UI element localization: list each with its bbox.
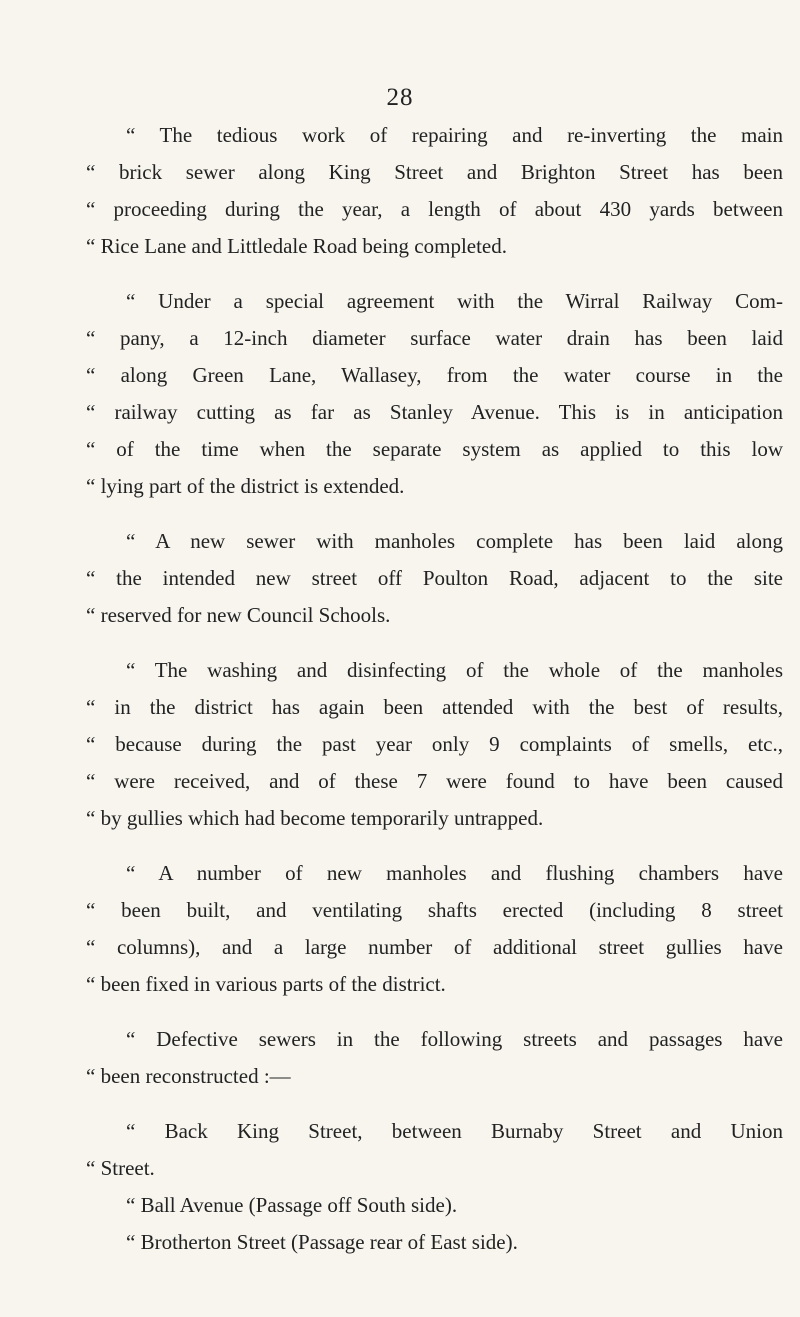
text-line: “ Rice Lane and Littledale Road being completed. [86,234,508,258]
text-line: “ Under a special agreement with the Wirral Railway Com- [126,289,783,313]
text-line: “ Street. [86,1156,155,1180]
text-line: “ because during the past year only 9 complaints of smells, etc., [86,732,783,756]
text-line: “ in the district has again been attended with the best of results, [86,695,783,719]
text-line: “ been built, and ventilating shafts erected (including 8 street [86,898,783,922]
text-line: “ brick sewer along King Street and Brighton Street has been [86,160,783,184]
paragraph [86,855,783,1003]
paragraph [86,1021,783,1095]
paragraph [86,1224,783,1261]
text-line: “ Ball Avenue (Passage off South side). [126,1193,458,1217]
paragraph [86,117,783,265]
text-line: “ Back King Street, between Burnaby Street and Union [126,1119,783,1143]
paragraph [86,1113,783,1187]
paragraph [86,283,783,505]
paragraph [86,652,783,837]
text-line: “ The washing and disinfecting of the whole of the manholes [126,658,783,682]
text-line: “ were received, and of these 7 were found to have been caused [86,769,783,793]
paragraph [86,523,783,634]
text-line: “ The tedious work of repairing and re-inverting the main [126,123,783,147]
text-line: “ by gullies which had become temporarily untrapped. [86,806,544,830]
text-line: “ Defective sewers in the following streets and passages have [126,1027,783,1051]
text-line: “ reserved for new Council Schools. [86,603,391,627]
paragraph [86,1187,783,1224]
text-line: “ of the time when the separate system as applied to this low [86,437,783,461]
text-line: “ along Green Lane, Wallasey, from the water course in the [86,363,783,387]
text-line: “ pany, a 12-inch diameter surface water drain has been laid [86,326,783,350]
page-number: 28 [386,84,414,111]
text-line: “ A new sewer with manholes complete has been laid along [126,529,783,553]
text-line: “ proceeding during the year, a length of about 430 yards between [86,197,783,221]
text-line: “ been fixed in various parts of the district. [86,972,446,996]
text-line: “ been reconstructed :— [86,1064,291,1088]
text-line: “ A number of new manholes and flushing chambers have [126,861,783,885]
text-line: “ columns), and a large number of additional street gullies have [86,935,783,959]
text-line: “ Brotherton Street (Passage rear of East side). [126,1230,518,1254]
report-text [86,117,783,1261]
text-line: “ lying part of the district is extended. [86,474,405,498]
text-line: “ the intended new street off Poulton Road, adjacent to the site [86,566,783,590]
text-line: “ railway cutting as far as Stanley Avenue. This is in anticipation [86,400,783,424]
